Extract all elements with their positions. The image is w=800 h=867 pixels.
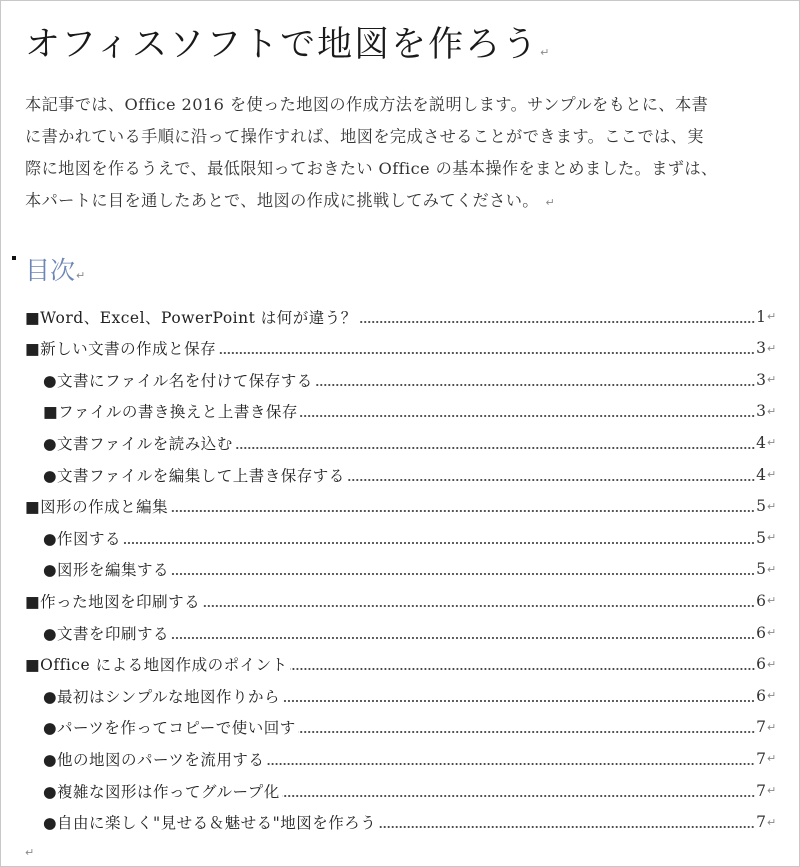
toc-entry[interactable]: [43, 680, 779, 711]
toc-dot-leader: [170, 510, 755, 512]
paragraph-mark-icon: ↵: [767, 341, 777, 355]
paragraph-mark-icon: ↵: [545, 196, 556, 209]
toc-entry-label: ●作図する: [43, 527, 123, 549]
paragraph-mark-icon: ↵: [767, 815, 777, 829]
toc-entry-label: ●図形を編集する: [43, 558, 171, 580]
toc-entry-label: ●他の地図のパーツを流用する: [43, 748, 266, 770]
toc-dot-leader: [315, 384, 755, 386]
document-title-text: オフィスソフトで地図を作ろう: [25, 25, 540, 65]
toc-entry[interactable]: [43, 712, 779, 743]
toc-entry-label: ●最初はシンプルな地図作りから: [43, 685, 282, 707]
toc-heading[interactable]: [25, 251, 85, 287]
toc-entry[interactable]: [43, 459, 779, 490]
toc-page-number: 5: [756, 528, 766, 547]
paragraph-mark-icon: ↵: [767, 404, 777, 418]
paragraph-mark-icon: ↵: [767, 784, 777, 797]
paragraph-mark-icon: ↵: [767, 436, 777, 450]
toc-dot-leader: [378, 826, 755, 828]
toc-entry[interactable]: [43, 396, 779, 427]
toc-anchor-handle-icon[interactable]: [12, 256, 16, 260]
toc-entry[interactable]: [43, 775, 779, 806]
toc-dot-leader: [298, 731, 755, 733]
toc-dot-leader: [171, 573, 755, 575]
paragraph-mark-icon: ↵: [767, 468, 777, 481]
paragraph-mark-icon: ↵: [767, 657, 777, 671]
toc-dot-leader: [300, 415, 755, 417]
toc-entry[interactable]: [25, 301, 779, 332]
toc-entry[interactable]: [25, 649, 779, 680]
paragraph-mark-icon: ↵: [540, 46, 552, 59]
toc-entry[interactable]: [43, 427, 779, 458]
paragraph-mark-icon: ↵: [767, 626, 777, 639]
paragraph-mark-icon: ↵: [767, 720, 777, 734]
toc-entry[interactable]: [43, 554, 779, 585]
intro-line-text: 本パートに目を通したあとで、地図の作成に挑戦してみてください。: [25, 191, 539, 210]
intro-line: 本記事では、Office 2016 を使った地図の作成方法を説明します。サンプルをもとに、本書: [25, 95, 709, 114]
toc-entry-label: ■新しい文書の作成と保存: [25, 337, 218, 359]
toc-entry[interactable]: [25, 333, 779, 364]
toc-dot-leader: [218, 352, 755, 354]
toc-dot-leader: [282, 795, 755, 797]
toc-entry-label: ●複雑な図形は作ってグループ化: [43, 780, 282, 802]
intro-line: に書かれている手順に沿って操作すれば、地図を完成させることができます。ここでは、実: [25, 127, 704, 146]
toc-entry-label: ■Word、Excel、PowerPoint は何が違う？: [25, 306, 359, 328]
toc-page-number: 7: [756, 749, 766, 768]
toc-entry[interactable]: [43, 522, 779, 553]
toc-page-number: 7: [756, 813, 766, 832]
toc-page-number: 1: [756, 307, 766, 326]
toc-page-number: 4: [756, 433, 766, 452]
document-title[interactable]: [25, 17, 551, 67]
paragraph-mark-icon: ↵: [25, 846, 35, 859]
toc-page-number: 7: [756, 718, 766, 737]
toc-dot-leader: [202, 605, 755, 607]
intro-line: 際に地図を作るうえで、最低限知っておきたい Office の基本操作をまとめました。まずは、: [25, 159, 718, 178]
toc-entry-label: ●自由に楽しく"見せる＆魅せる"地図を作ろう: [43, 811, 378, 833]
toc-dot-leader: [235, 447, 755, 449]
toc-entry-label: ●文書にファイル名を付けて保存する: [43, 369, 315, 391]
toc-entry-label: ■ファイルの書き換えと上書き保存: [43, 400, 300, 422]
toc-page-number: 5: [756, 560, 766, 579]
paragraph-mark-icon: ↵: [767, 752, 777, 766]
toc-page-number: 7: [756, 781, 766, 800]
toc-page-number: 6: [756, 686, 766, 705]
paragraph-mark-icon: ↵: [767, 594, 777, 608]
paragraph-mark-icon: ↵: [767, 562, 777, 576]
paragraph-mark-icon: ↵: [767, 310, 777, 323]
intro-line: [25, 185, 777, 219]
toc-entry[interactable]: [43, 807, 779, 838]
toc-entry-label: ●文書ファイルを読み込む: [43, 432, 235, 454]
toc-dot-leader: [282, 700, 755, 702]
paragraph-mark-icon: ↵: [767, 689, 777, 703]
toc-page-number: 6: [756, 655, 766, 674]
paragraph-mark-icon: ↵: [767, 499, 777, 513]
toc-entry-label: ■Office による地図作成のポイント: [25, 653, 290, 675]
toc-dot-leader: [290, 668, 755, 670]
toc-dot-leader: [171, 637, 755, 639]
toc-page-number: 4: [756, 465, 766, 484]
paragraph-mark-icon: ↵: [767, 531, 777, 545]
toc-page-number: 3: [756, 370, 766, 389]
toc-page-number: 3: [756, 402, 766, 421]
toc-entry-label: ●文書を印刷する: [43, 622, 171, 644]
toc-heading-text: 目次: [25, 256, 76, 285]
toc-entry[interactable]: [25, 491, 779, 522]
toc-entry[interactable]: [25, 585, 779, 616]
paragraph-mark-icon: ↵: [76, 269, 86, 282]
intro-paragraph[interactable]: [25, 89, 777, 219]
toc-entry-label: ●文書ファイルを編集して上書き保存する: [43, 464, 347, 486]
toc-page-number: 3: [756, 339, 766, 358]
toc-dot-leader: [123, 542, 755, 544]
toc-dot-leader: [347, 479, 755, 481]
toc-page-number: 6: [756, 591, 766, 610]
toc-page-number: 6: [756, 623, 766, 642]
toc-entry[interactable]: [43, 743, 779, 774]
toc-entry-label: ■作った地図を印刷する: [25, 590, 202, 612]
toc-entry-label: ●パーツを作ってコピーで使い回す: [43, 716, 298, 738]
paragraph-mark-icon: ↵: [767, 373, 777, 387]
toc-page-number: 5: [756, 497, 766, 516]
toc-entry[interactable]: [43, 364, 779, 395]
toc-dot-leader: [266, 763, 755, 765]
toc-entry[interactable]: [43, 617, 779, 648]
toc-entry-label: ■図形の作成と編集: [25, 495, 170, 517]
toc-dot-leader: [359, 321, 755, 323]
